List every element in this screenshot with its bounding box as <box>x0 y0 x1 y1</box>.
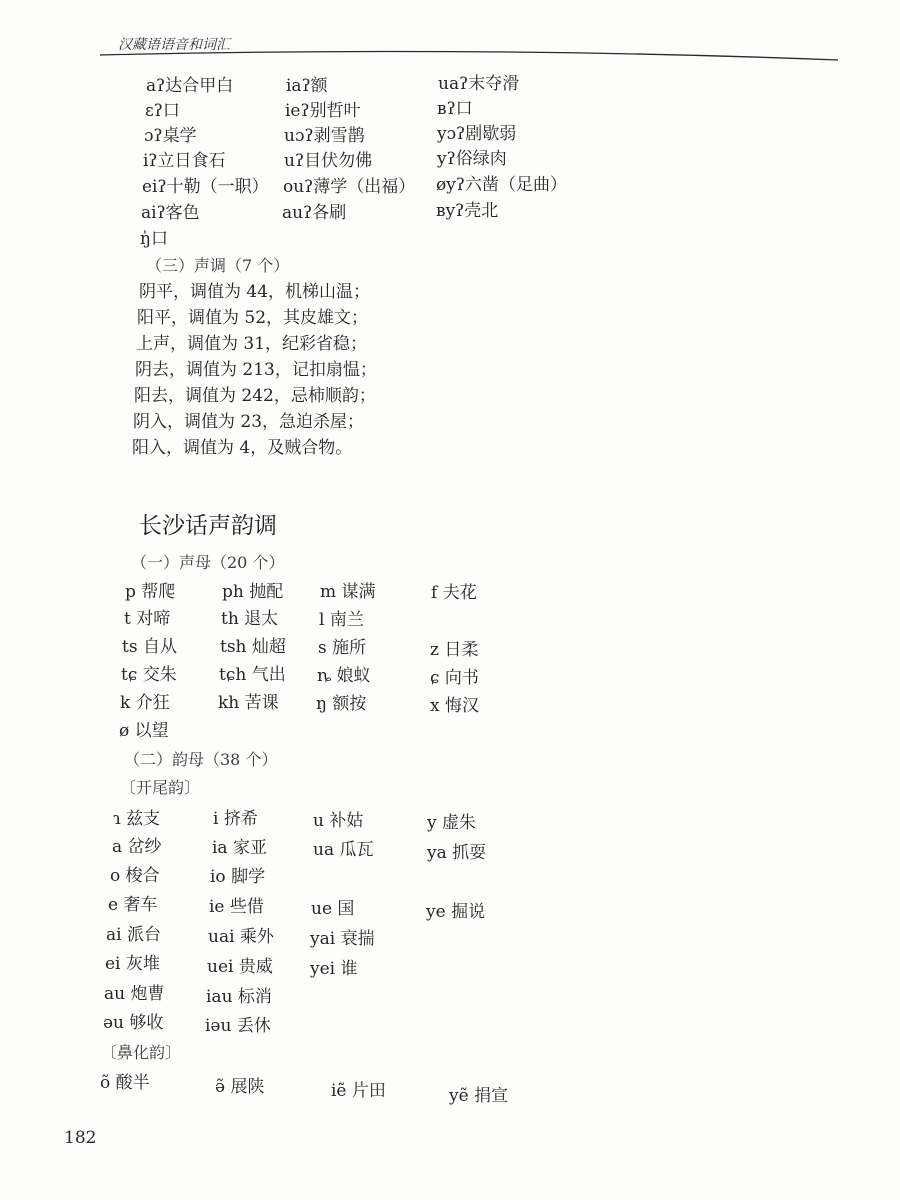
initial-cell: s 施所 <box>318 638 367 658</box>
final-cell: ya 抓耍 <box>427 843 487 863</box>
final-cell: uai 乘外 <box>208 927 274 947</box>
final-cell: ŋ̍口 <box>140 229 168 249</box>
initial-cell: z 日柔 <box>430 640 479 660</box>
initial-cell: t 对啼 <box>124 609 171 629</box>
final-cell: io 脚学 <box>210 867 266 887</box>
final-cell: yʔ俗绿肉 <box>437 149 507 169</box>
initials-heading: （一）声母（20 个） <box>131 553 285 572</box>
final-cell: ye 掘说 <box>426 902 486 922</box>
page-number: 182 <box>64 1128 97 1148</box>
final-cell: u 补姑 <box>313 811 364 831</box>
initial-cell: ø 以望 <box>119 721 169 741</box>
header-rule <box>0 0 900 70</box>
final-cell: ɛʔ口 <box>145 101 180 121</box>
initial-cell: kh 苦课 <box>218 693 279 713</box>
final-cell: iaʔ额 <box>286 76 328 96</box>
finals-heading: （二）韵母（38 个） <box>124 750 278 769</box>
tone-line: 阳平，调值为 52，其皮雄文； <box>137 308 369 328</box>
final-cell: auʔ各刷 <box>282 203 347 223</box>
final-cell: ai 派台 <box>106 925 161 945</box>
initial-cell: tɕh 气出 <box>219 665 286 685</box>
final-cell: uei 贵威 <box>207 957 273 977</box>
final-cell: uɔʔ剥雪鹊 <box>284 126 365 146</box>
tone-line: 阴去，调值为 213，记扣扇愠； <box>135 360 377 380</box>
final-cell: ia 家亚 <box>212 838 267 858</box>
final-cell: ʙʔ口 <box>437 99 473 119</box>
final-cell: eiʔ十勒（一职） <box>142 177 269 197</box>
final-cell: yai 衰揣 <box>310 929 375 949</box>
initial-cell: ph 抛配 <box>222 582 284 602</box>
final-cell: yẽ 捐宣 <box>449 1086 509 1106</box>
final-cell: y 虚朱 <box>427 813 477 833</box>
final-cell: uʔ目伏勿佛 <box>284 151 373 171</box>
nasal-finals-heading: 〔鼻化韵〕 <box>101 1043 182 1062</box>
final-cell: aʔ达合甲白 <box>146 76 234 96</box>
tone-line: 阳去，调值为 242，忌柿顺韵； <box>134 386 376 406</box>
initial-cell: m 谋满 <box>320 582 376 602</box>
initial-cell: ȵ 娘蚁 <box>317 666 371 686</box>
final-cell: au 炮曹 <box>104 984 165 1004</box>
final-cell: yɔʔ剧歇弱 <box>437 124 517 144</box>
final-cell: ei 灰堆 <box>105 954 160 974</box>
initial-cell: tɕ 交朱 <box>121 665 177 685</box>
final-cell: uaʔ末夺滑 <box>438 74 520 94</box>
final-cell: ue 国 <box>311 899 355 919</box>
final-cell: ua 瓜瓦 <box>313 840 374 860</box>
final-cell: a 岔纱 <box>112 837 162 857</box>
initial-cell: x 悔汉 <box>430 696 479 716</box>
final-cell: yei 谁 <box>310 959 358 979</box>
running-header: 汉藏语语音和词汇 <box>118 37 230 53</box>
final-cell: ieʔ别哲叶 <box>285 101 361 121</box>
initial-cell: f 夫花 <box>431 583 477 603</box>
tone-line: 阴入，调值为 23，急迫杀屋； <box>133 412 365 432</box>
initial-cell: k 介狂 <box>120 693 170 713</box>
final-cell: ɿ 兹支 <box>113 809 161 829</box>
final-cell: ɔʔ桌学 <box>144 126 197 146</box>
initial-cell: l 南兰 <box>319 610 364 630</box>
tone-line: 上声，调值为 31，纪彩省稳； <box>136 334 368 354</box>
initial-cell: tsh 灿超 <box>220 637 286 657</box>
final-cell: aiʔ客色 <box>141 203 200 223</box>
final-cell: i 挤希 <box>213 809 258 829</box>
tone-line: 阴平，调值为 44，机梯山温； <box>139 282 371 302</box>
final-cell: ie 些借 <box>209 897 264 917</box>
initial-cell: ts 自从 <box>122 637 177 657</box>
final-cell: ʙyʔ壳北 <box>436 201 499 221</box>
open-finals-heading: 〔开尾韵〕 <box>120 778 201 797</box>
final-cell: øyʔ六凿（足曲） <box>436 175 567 195</box>
tone-line: 阳入，调值为 4，及贼合物。 <box>132 438 353 458</box>
tones-heading: （三）声调（7 个） <box>146 256 290 275</box>
initial-cell: p 帮爬 <box>125 582 176 602</box>
section-title: 长沙话声韵调 <box>139 513 277 539</box>
initial-cell: ŋ 额按 <box>316 694 367 714</box>
final-cell: o 梭合 <box>110 866 160 886</box>
final-cell: iẽ 片田 <box>331 1081 386 1101</box>
final-cell: õ 酸半 <box>100 1073 150 1093</box>
final-cell: e 奢车 <box>108 895 158 915</box>
final-cell: ouʔ薄学（出福） <box>283 177 416 197</box>
final-cell: iau 标消 <box>206 987 272 1007</box>
initial-cell: ɕ 向书 <box>430 668 479 688</box>
final-cell: əu 够收 <box>103 1013 164 1033</box>
initial-cell: th 退太 <box>221 609 279 629</box>
final-cell: iʔ立日食石 <box>143 151 226 171</box>
final-cell: iəu 丢休 <box>205 1016 271 1036</box>
final-cell: ə̃ 展陕 <box>215 1077 265 1097</box>
